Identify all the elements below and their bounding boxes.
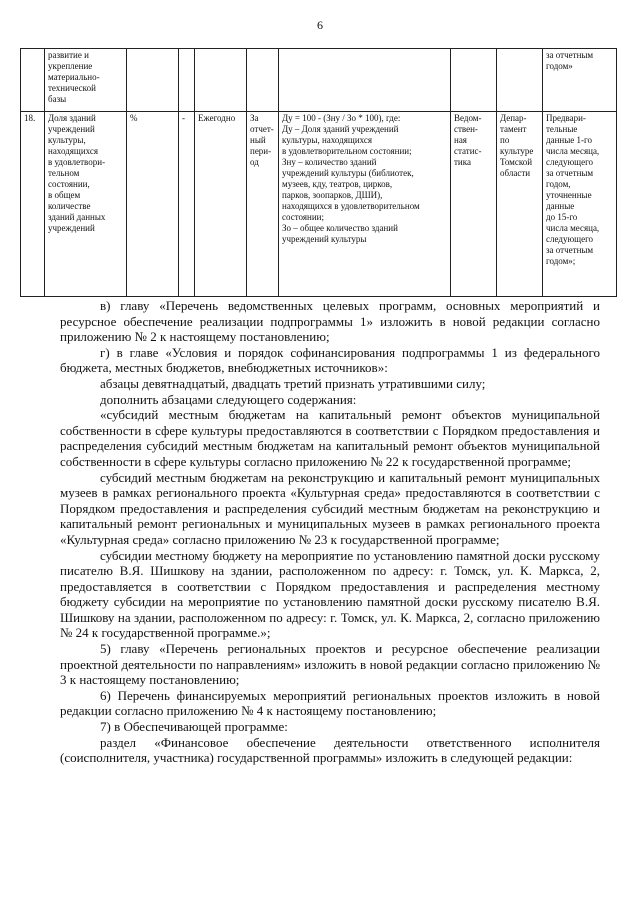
table-cell <box>127 49 179 112</box>
deadline: Предвари- тельные данные 1-го числа месяца, следующего за отчетным годом, уточненные данные до 15-го числа месяца, следующего за отчетным годом»; <box>543 112 617 297</box>
page-number: 6 <box>317 18 323 32</box>
table-cell <box>451 49 497 112</box>
paragraph: дополнить абзацами следующего содержания: <box>100 391 357 407</box>
table-cell <box>279 49 451 112</box>
table-cell <box>179 49 195 112</box>
table-row <box>21 112 617 297</box>
paragraph: 5) главу «Перечень региональных проектов и ресурсное обеспечение реализации проектной деятельности по направлениям» изложить в новой редакции согласно приложению № 3 к настоящему постановлению; <box>60 641 600 688</box>
paragraph: г) в главе «Условия и порядок софинансирования подпрограммы 1 из федерального бюджета, местных бюджетов, внебюджетных источников»: <box>60 344 600 376</box>
paragraph: в) главу «Перечень ведомственных целевых программ, основных мероприятий и ресурсное обеспечение реализации подпрограммы 1» изложить в новой редакции согласно приложению № 2 к настоящему постановлению; <box>60 298 600 345</box>
paragraph: субсидий местным бюджетам на реконструкцию и капитальный ремонт муниципальных музеев в рамках регионального проекта «Культурная среда» предоставляются в соответствии с Порядком предоставления и распределения субсидий местным бюджетам на реконструкцию и капитальный ремонт региональных и муниципальных музеев в рамках регионального проекта «Культурная среда» согласно приложению № 23 к государственной программе; <box>60 469 600 547</box>
data-source: Ведом- ствен- ная статис- тика <box>451 112 497 297</box>
unit: % <box>127 112 179 297</box>
formula: Ду = 100 - (Зну / Зо * 100), где: Ду – Доля зданий учреждений культуры, находящихся в удовлетворительном состоянии; Зну – количество зданий учреждений культуры (библиотек, музеев, кду, театров, цирков, парков, зоопарков, ДШИ), находящихся в удовлетворительном состоянии; Зо – общее количество зданий учреждений культуры <box>279 112 451 297</box>
document-body <box>60 298 600 766</box>
table-cell: развитие и укрепление материально- технической базы <box>45 49 127 112</box>
table-cell: за отчетным годом» <box>543 49 617 112</box>
table-cell <box>21 49 45 112</box>
indicators-table <box>20 48 617 297</box>
period: За отчет- ный пери- од <box>247 112 279 297</box>
paragraph: «субсидий местным бюджетам на капитальный ремонт объектов муниципальной собственности в сфере культуры предоставляются в соответствии с Порядком предоставления и распределения субсидий местным бюджетам на капитальный ремонт объектов муниципальной собственности в сфере культуры согласно приложению № 22 к государственной программе; <box>60 407 600 469</box>
table-cell <box>247 49 279 112</box>
table-cell <box>195 49 247 112</box>
indicator-name: Доля зданий учреждений культуры, находящихся в удовлетвори- тельном состоянии, в общем количестве зданий данных учреждений <box>45 112 127 297</box>
table-cell <box>497 49 543 112</box>
table-row <box>21 49 617 112</box>
frequency: Ежегодно <box>195 112 247 297</box>
paragraph: раздел «Финансовое обеспечение деятельности ответственного исполнителя (соисполнителя, участника) государственной программы» изложить в следующей редакции: <box>60 734 600 766</box>
paragraph: субсидии местному бюджету на мероприятие по установлению памятной доски русскому писателю В.Я. Шишкову на здании, расположенном по адресу: г. Томск, ул. К. Маркса, 2, предоставляется в соответствии с Порядком предоставления и распределения местному бюджету субсидии на мероприятие по установлению памятной доски русскому писателю В.Я. Шишкову на здании, расположенном по адресу: г. Томск, ул. К. Маркса, 2, согласно приложению № 24 к государственной программе.»; <box>60 547 600 641</box>
paragraph: 7) в Обеспечивающей программе: <box>100 719 288 735</box>
paragraph: абзацы девятнадцатый, двадцать третий признать утратившими силу; <box>100 375 486 391</box>
row-number: 18. <box>21 112 45 297</box>
paragraph: 6) Перечень финансируемых мероприятий региональных проектов изложить в новой редакции согласно приложению № 4 к настоящему постановлению; <box>60 687 600 719</box>
dash-cell: - <box>179 112 195 297</box>
responsible: Депар- тамент по культуре Томской области <box>497 112 543 297</box>
